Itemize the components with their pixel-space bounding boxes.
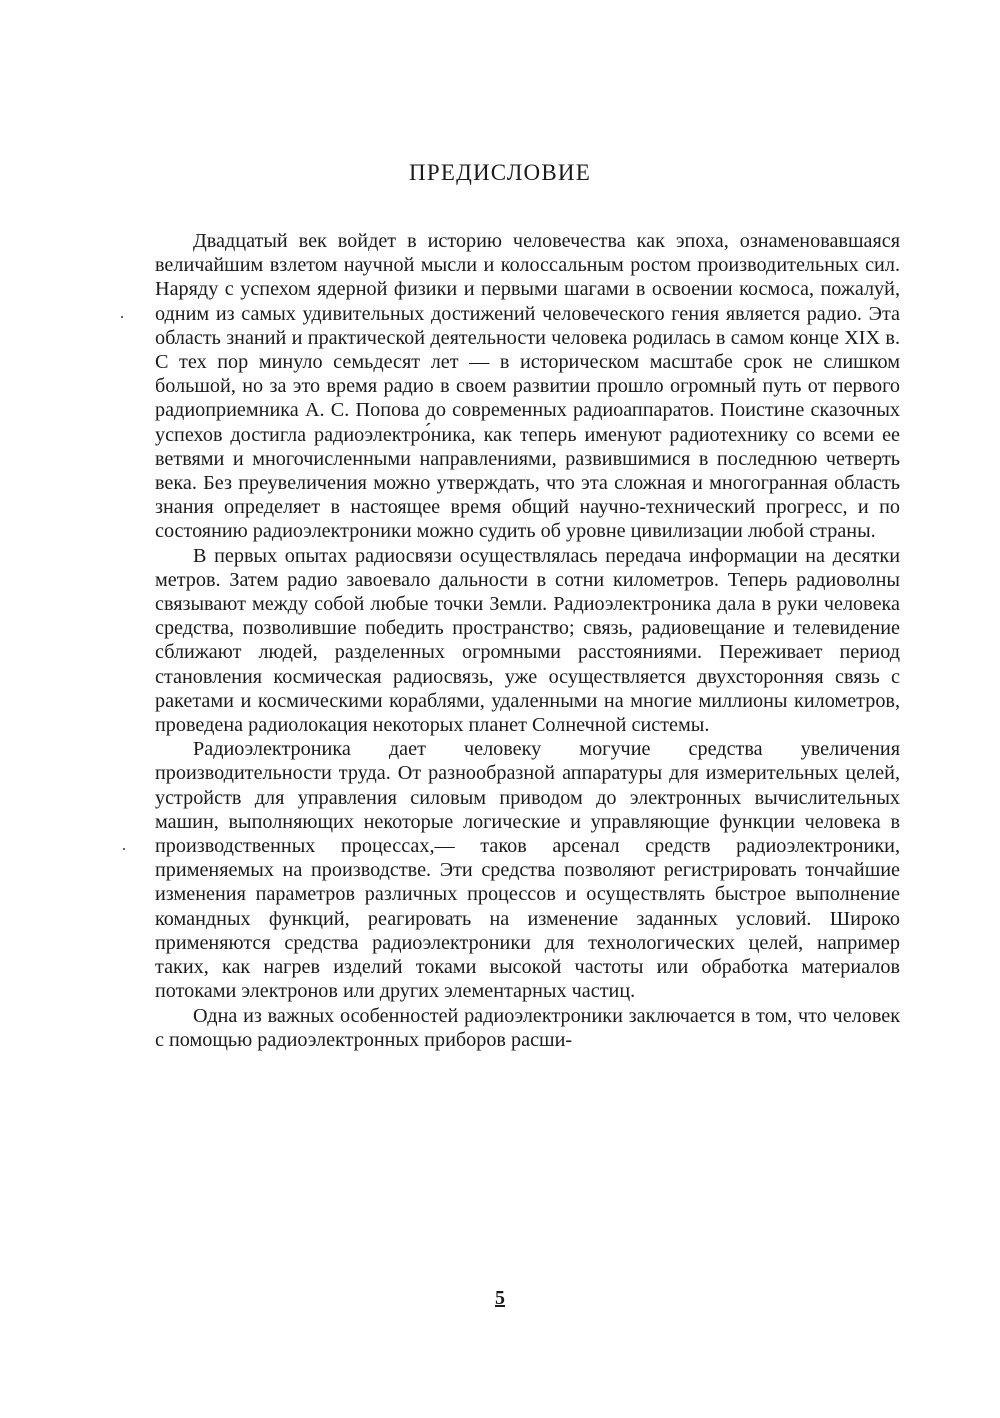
paragraph-1: Двадцатый век войдет в историю человечества как эпоха, ознаменовавшаяся величайшим взлетом научной мысли и колоссальным ростом производительных сил. Наряду с успехом ядерной физики и первыми шагами в освоении космоса, пожалуй, одним из самых удивительных достижений человеческого гения является радио. Эта область знаний и практической деятельности человека родилась в самом конце XIX в. С тех пор минуло семьдесят лет — в историческом масштабе срок не слишком большой, но за это время радио в своем развитии прошло огромный путь от первого радиоприемника А. С. Попова до современных радиоаппаратов. Поистине сказочных успехов достигла радиоэлектро́ника, как теперь именуют радиотехнику со всеми ее ветвями и многочисленными направлениями, развившимися в последнюю четверть века. Без преувеличения можно утверждать, что эта сложная и многогранная область знания определяет в настоящее время общий научно-технический прогресс, и по состоянию радиоэлектроники можно судить об уровне цивилизации любой страны. bbox=[155, 230, 900, 543]
paragraph-4: Одна из важных особенностей радиоэлектроники заключается в том, что человек с помощью радиоэлектронных приборов расши- bbox=[155, 1004, 900, 1051]
page-number: 5 bbox=[495, 1287, 505, 1309]
paragraph-3: Радиоэлектроника дает человеку могучие средства увеличения производительности труда. От разнообразной аппаратуры для измерительных целей, устройств для управления силовым приводом до электронных вычислительных машин, выполняющих некоторые логические и управляющие функции человека в производственных процессах,— таков арсенал средств радиоэлектроники, применяемых на производстве. Эти средства позволяют регистрировать тончайшие изменения параметров различных процессов и осуществлять быстрое выполнение командных функций, реагировать на изменение заданных условий. Широко применяются средства радиоэлектроники для технологических целей, например таких, как нагрев изделий токами высокой частоты или обработка материалов потоками электронов или других элементарных частиц. bbox=[155, 738, 900, 1003]
paragraph-2: В первых опытах радиосвязи осуществлялась передача информации на десятки метров. Затем радио завоевало дальности в сотни километров. Теперь радиоволны связывают между собой любые точки Земли. Радиоэлектроника дала в руки человека средства, позволившие победить пространство; связь, радиовещание и телевидение сближают людей, разделенных огромными расстояниями. Переживает период становления космическая радиосвязь, уже осуществляется двухсторонняя связь с ракетами и космическими кораблями, удаленными на многие миллионы километров, проведена радиолокация некоторых планет Солнечной системы. bbox=[155, 544, 900, 737]
scan-speck bbox=[121, 316, 123, 318]
scan-speck bbox=[123, 848, 125, 850]
body-text bbox=[155, 229, 900, 1052]
page-title: ПРЕДИСЛОВИЕ bbox=[409, 160, 591, 185]
